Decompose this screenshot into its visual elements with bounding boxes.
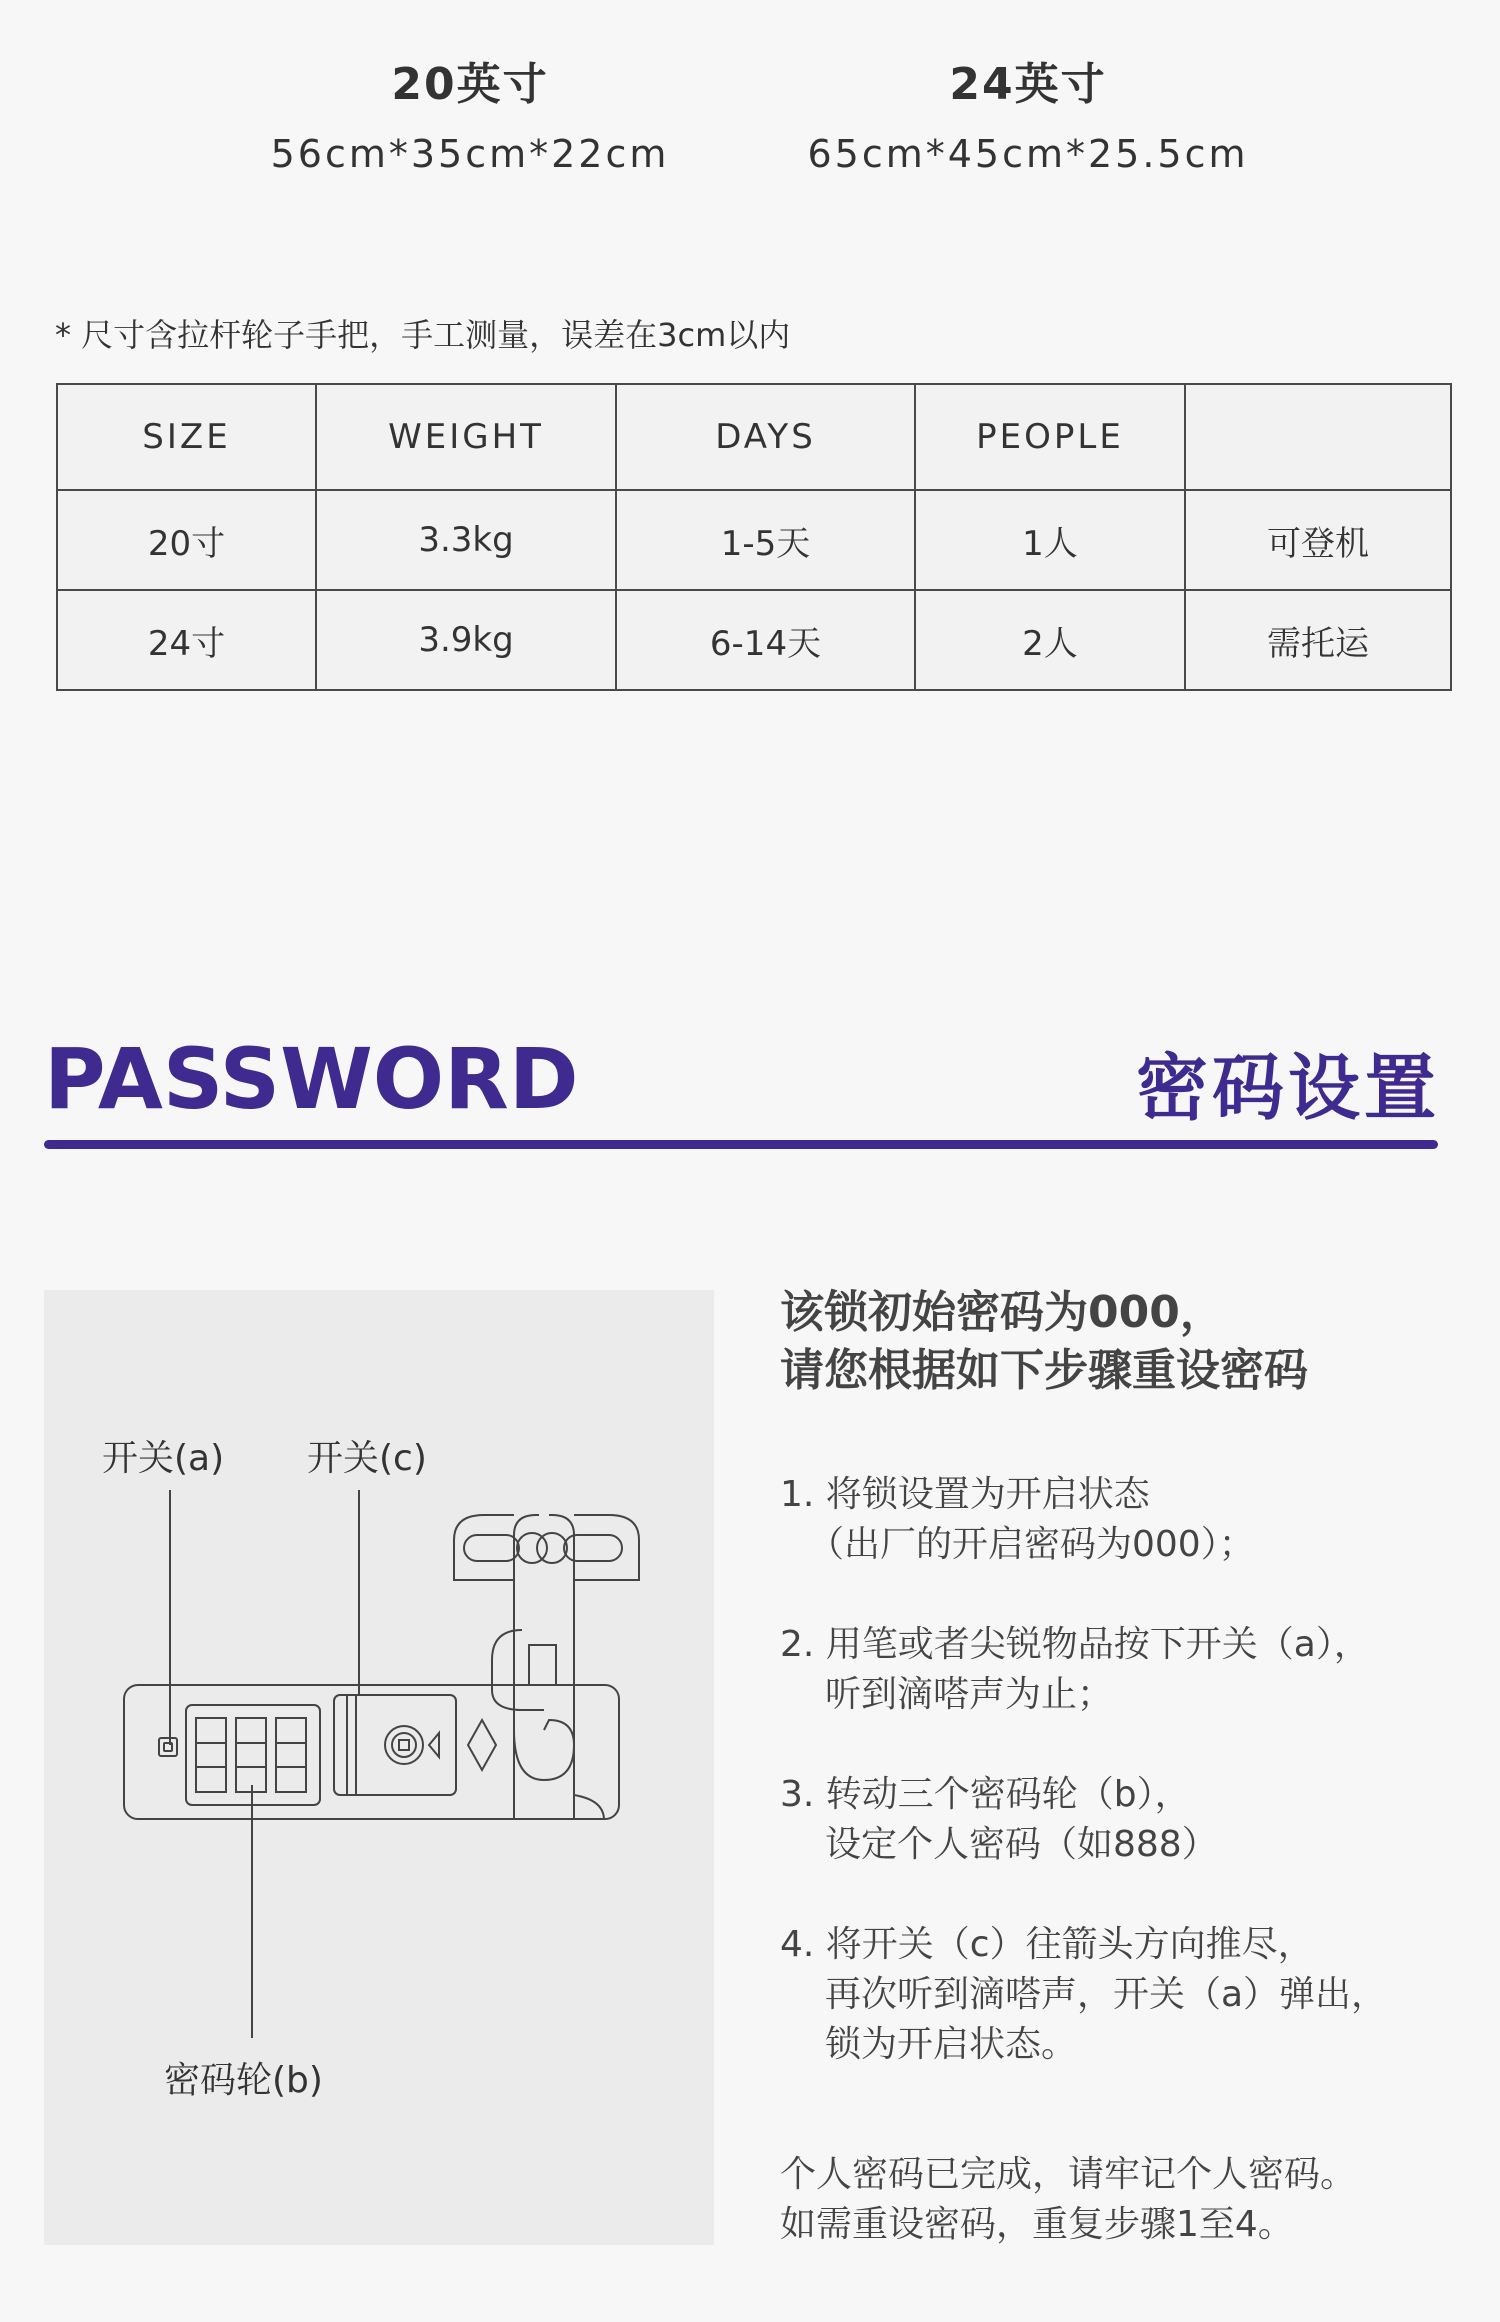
intro-line: 请您根据如下步骤重设密码 xyxy=(780,1345,1308,1396)
step-line: （出厂的开启密码为000）； xyxy=(808,1524,1255,1565)
size-spec-20 xyxy=(210,48,730,176)
lock-diagram xyxy=(44,1290,714,2245)
password-title-cn: 密码设置 xyxy=(1135,1046,1440,1130)
cell-size: 24寸 xyxy=(57,590,316,690)
header-people: PEOPLE xyxy=(915,384,1185,490)
step-line: 再次听到滴嗒声，开关（a）弹出， xyxy=(825,1974,1388,2015)
cell-people: 1人 xyxy=(915,490,1185,590)
section-divider xyxy=(44,1140,1438,1149)
size-name: 24英寸 xyxy=(949,59,1107,110)
step-3 xyxy=(780,1770,1218,1870)
table-header-row xyxy=(57,384,1451,490)
size-dimensions: 65cm*45cm*25.5cm xyxy=(807,132,1249,176)
cell-days: 6-14天 xyxy=(616,590,915,690)
instructions-outro xyxy=(780,2150,1356,2250)
header-weight: WEIGHT xyxy=(316,384,616,490)
table-row xyxy=(57,490,1451,590)
outro-line: 个人密码已完成，请牢记个人密码。 xyxy=(780,2154,1357,2195)
cell-days: 1-5天 xyxy=(616,490,915,590)
cell-note: 可登机 xyxy=(1185,490,1451,590)
instructions-intro xyxy=(780,1284,1308,1400)
password-title-en: PASSWORD xyxy=(44,1030,579,1128)
cell-weight: 3.9kg xyxy=(316,590,616,690)
step-line: 2. 用笔或者尖锐物品按下开关（a）， xyxy=(780,1624,1370,1665)
intro-line: 该锁初始密码为000， xyxy=(780,1287,1224,1338)
step-line: 3. 转动三个密码轮（b）， xyxy=(780,1774,1191,1815)
cell-size: 20寸 xyxy=(57,490,316,590)
header-note xyxy=(1185,384,1451,490)
cell-weight: 3.3kg xyxy=(316,490,616,590)
step-line: 1. 将锁设置为开启状态 xyxy=(780,1474,1150,1515)
step-4 xyxy=(780,1920,1387,2070)
size-dimensions: 56cm*35cm*22cm xyxy=(270,132,670,176)
header-days: DAYS xyxy=(616,384,915,490)
step-line: 锁为开启状态。 xyxy=(825,2024,1078,2065)
table-row xyxy=(57,590,1451,690)
cell-note: 需托运 xyxy=(1185,590,1451,690)
step-line: 听到滴嗒声为止； xyxy=(825,1674,1114,1715)
step-1 xyxy=(780,1470,1255,1570)
step-2 xyxy=(780,1620,1370,1720)
step-line: 设定个人密码（如888） xyxy=(825,1824,1218,1865)
measurement-note: * 尺寸含拉杆轮子手把，手工测量，误差在3cm以内 xyxy=(55,316,791,354)
label-wheel-b: 密码轮(b) xyxy=(164,2060,323,2101)
label-switch-c: 开关(c) xyxy=(307,1438,427,1479)
label-switch-a: 开关(a) xyxy=(102,1438,225,1479)
size-spec-24 xyxy=(768,48,1288,176)
cell-people: 2人 xyxy=(915,590,1185,690)
outro-line: 如需重设密码，重复步骤1至4。 xyxy=(780,2204,1294,2245)
spec-table xyxy=(56,383,1452,691)
header-size: SIZE xyxy=(57,384,316,490)
step-line: 4. 将开关（c）往箭头方向推尽， xyxy=(780,1924,1314,1965)
size-name: 20英寸 xyxy=(391,59,549,110)
